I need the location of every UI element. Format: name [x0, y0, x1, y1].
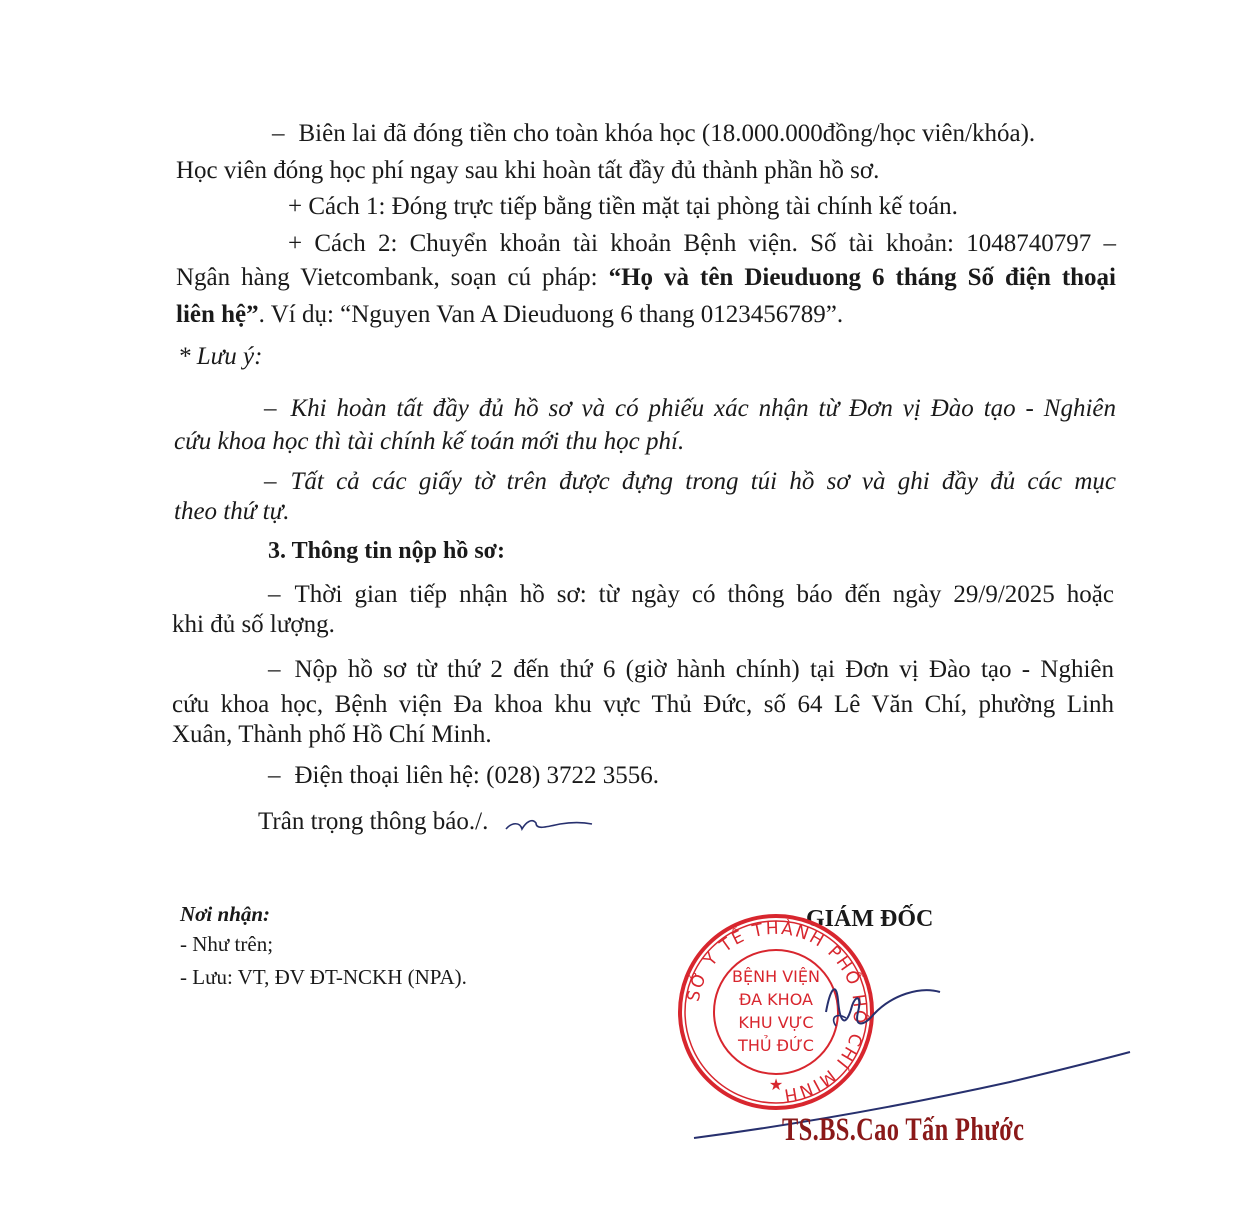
section-3-submit-b: cứu khoa học, Bệnh viện Đa khoa khu vực Thủ Đức, số 64 Lê Văn Chí, phường Linh [172, 691, 1114, 718]
seal-line: ĐA KHOA [739, 990, 813, 1009]
body-line-method-2: + Cách 2: Chuyển khoản tài khoản Bệnh viện. Số tài khoản: 1048740797 – [288, 230, 1116, 257]
note-line-1b: cứu khoa học thì tài chính kế toán mới thu học phí. [174, 428, 685, 455]
recipient-item: - Như trên; [180, 932, 274, 956]
signer-name: TS.BS.Cao Tấn Phước [782, 1112, 1025, 1148]
note-label: * Lưu ý: [178, 343, 263, 370]
seal-line: KHU VỰC [738, 1013, 814, 1032]
seal-line: THỦ ĐỨC [738, 1036, 814, 1055]
recipient-item: - Lưu: VT, ĐV ĐT-NCKH (NPA). [180, 965, 467, 989]
body-line-syntax: Ngân hàng Vietcombank, soạn cú pháp: “Họ và tên Dieuduong 6 tháng Số điện thoại [176, 264, 1117, 291]
signer-position: GIÁM ĐỐC [806, 906, 934, 932]
body-line-method-1: + Cách 1: Đóng trực tiếp bằng tiền mặt tại phòng tài chính kế toán. [288, 193, 958, 220]
seal-ring-text: SỞ Y TẾ THÀNH PHỐ HỒ CHÍ MINH [683, 918, 870, 1105]
section-3-time-b: khi đủ số lượng. [172, 611, 335, 638]
body-line-example: liên hệ”. Ví dụ: “Nguyen Van A Dieuduong 6 thang 0123456789”. [176, 301, 844, 328]
hospital-seal [676, 912, 876, 1112]
section-3-submit-c: Xuân, Thành phố Hồ Chí Minh. [172, 721, 492, 748]
section-3-title: 3. Thông tin nộp hồ sơ: [268, 538, 505, 564]
closing-line: Trân trọng thông báo./. [258, 808, 489, 835]
section-3-time-a: – Thời gian tiếp nhận hồ sơ: từ ngày có thông báo đến ngày 29/9/2025 hoặc [268, 581, 1114, 608]
section-3-submit-a: – Nộp hồ sơ từ thứ 2 đến thứ 6 (giờ hành chính) tại Đơn vị Đào tạo - Nghiên [268, 656, 1114, 683]
note-line-2a: – Tất cả các giấy tờ trên được đựng trong túi hồ sơ và ghi đầy đủ các mục [264, 468, 1116, 495]
body-line-fee-timing: Học viên đóng học phí ngay sau khi hoàn tất đầy đủ thành phần hồ sơ. [176, 157, 880, 184]
seal-star-icon: ★ [768, 1075, 784, 1094]
note-line-1a: – Khi hoàn tất đầy đủ hồ sơ và có phiếu xác nhận từ Đơn vị Đào tạo - Nghiên [264, 395, 1116, 422]
recipients-title: Nơi nhận: [180, 902, 271, 926]
body-line-receipt: – Biên lai đã đóng tiền cho toàn khóa học (18.000.000đồng/học viên/khóa). [272, 120, 1036, 147]
note-line-2b: theo thứ tự. [174, 498, 290, 525]
section-3-phone: – Điện thoại liên hệ: (028) 3722 3556. [268, 762, 660, 789]
seal-line: BỆNH VIỆN [732, 967, 820, 986]
